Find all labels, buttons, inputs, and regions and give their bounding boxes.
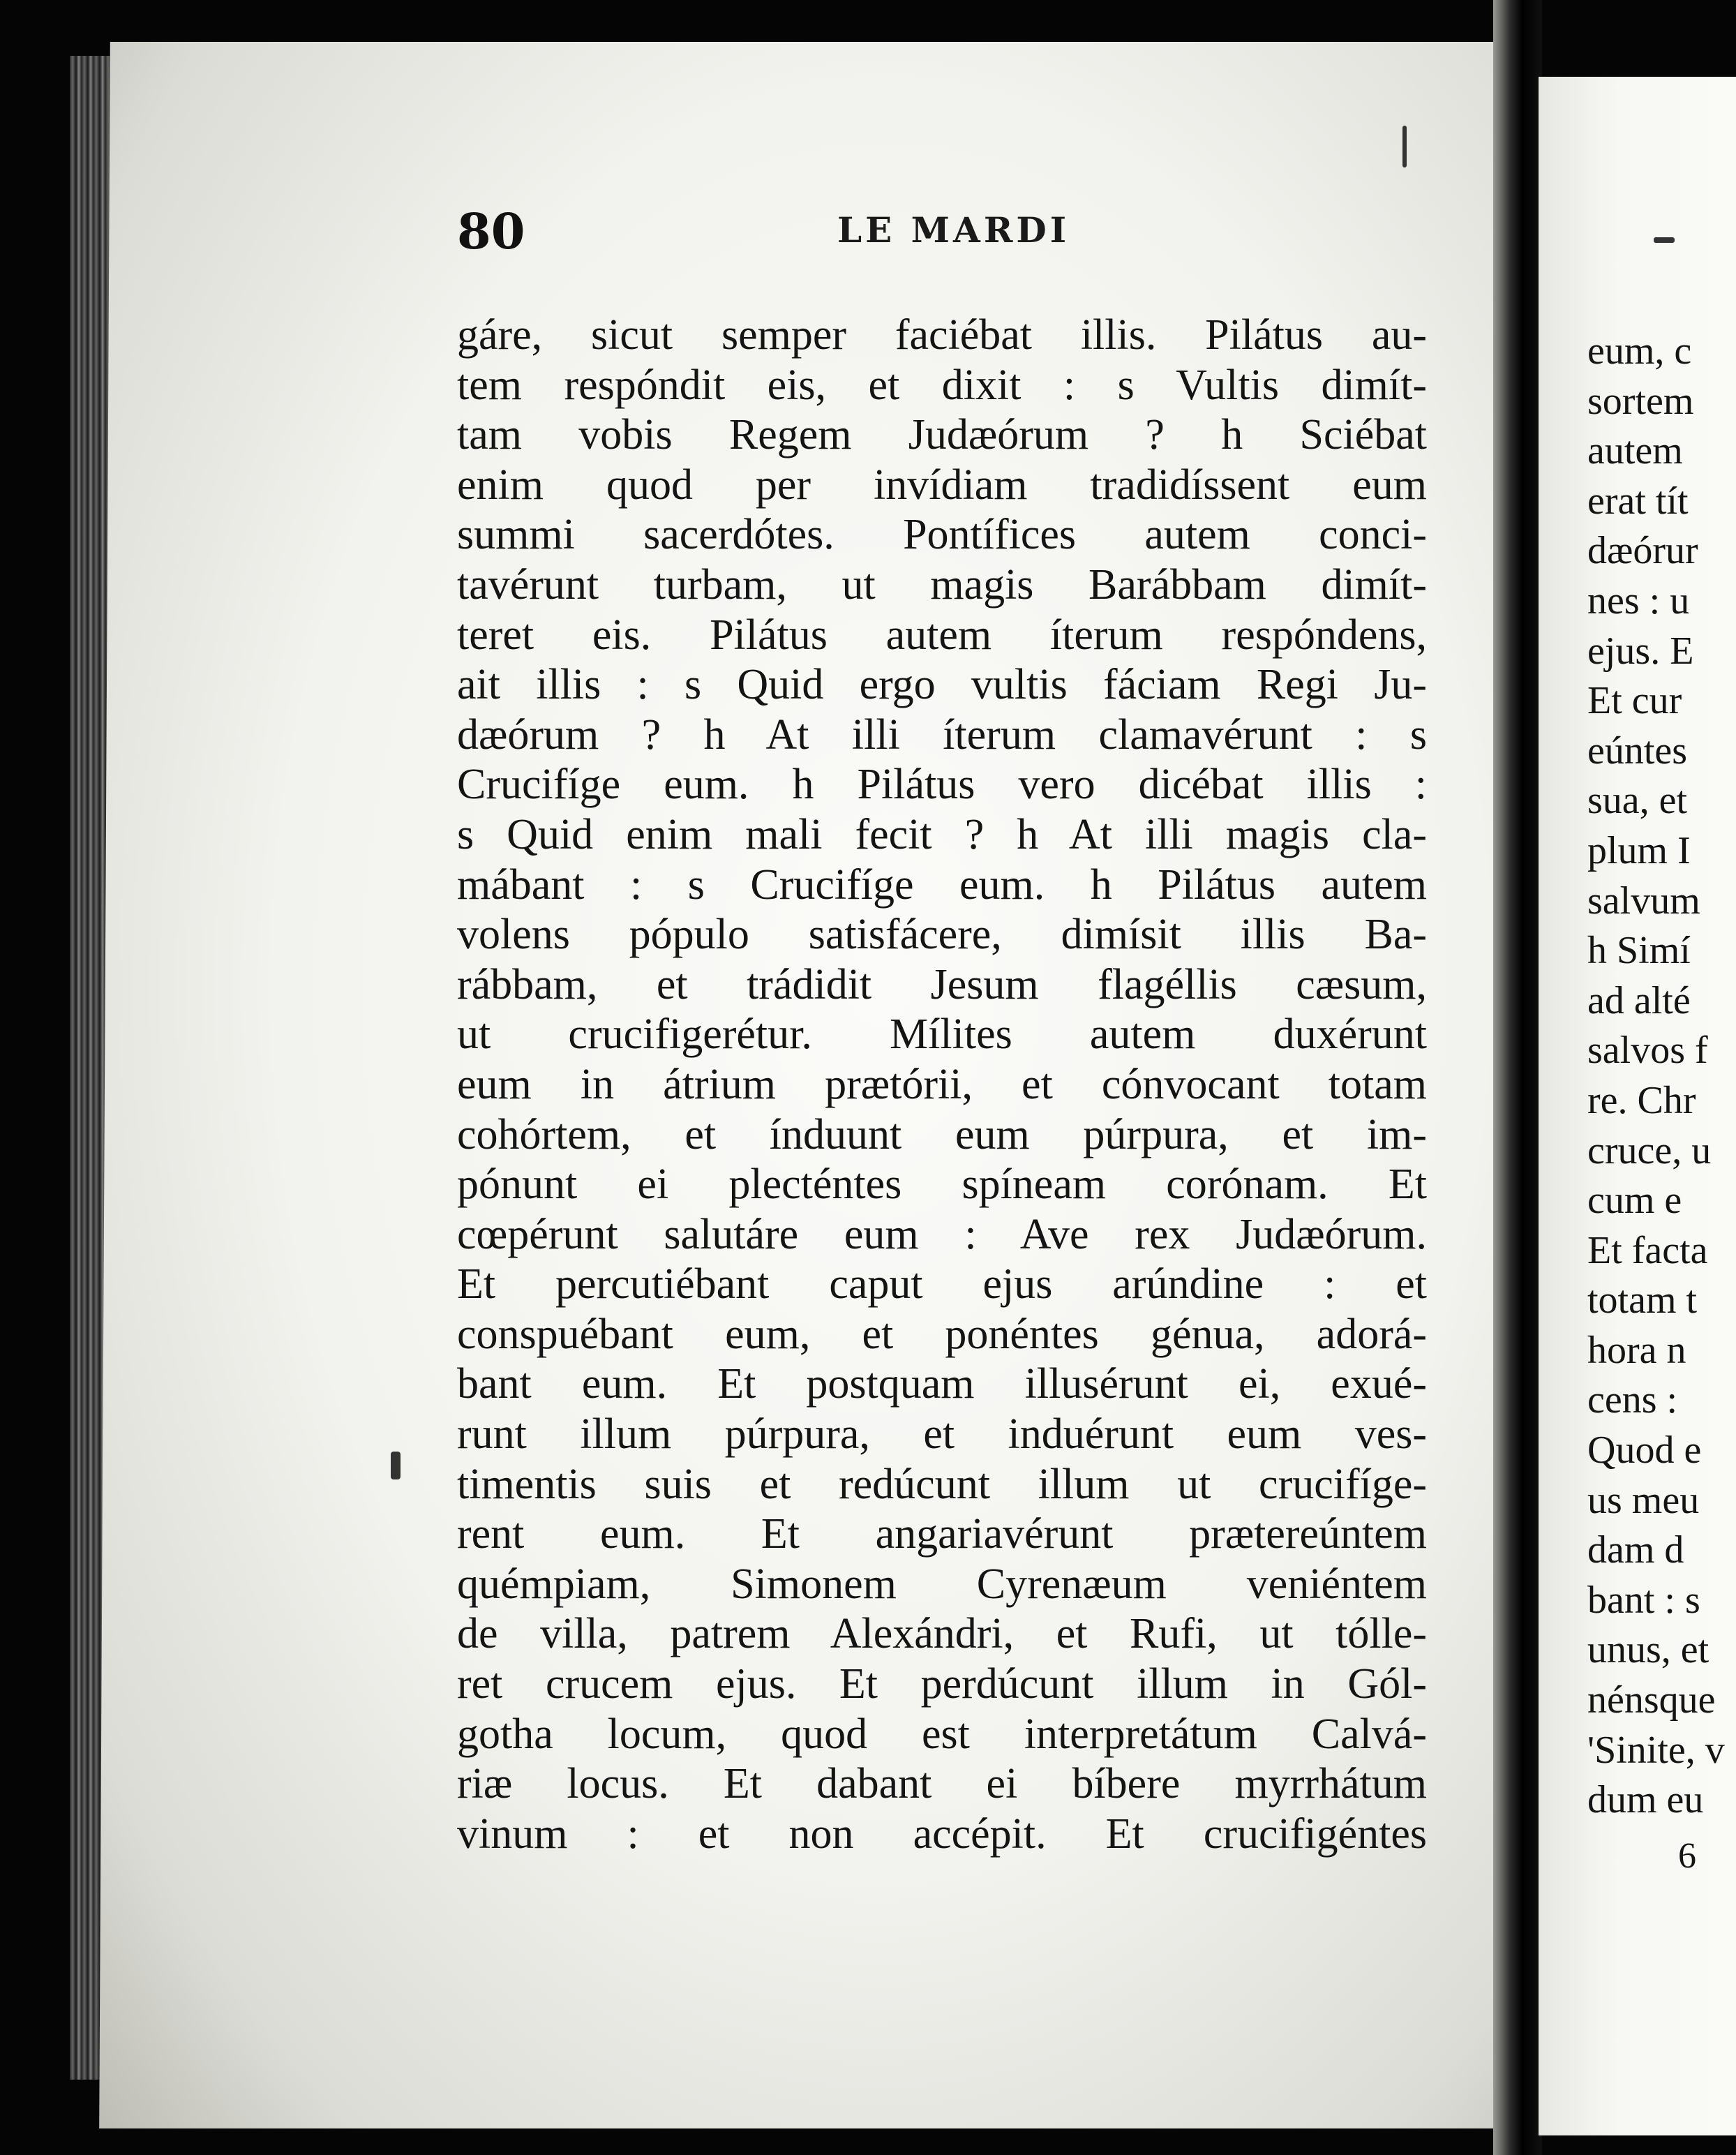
text-line: cœpérunt salutáre eum : Ave rex Judæórum. — [457, 1210, 1427, 1258]
text-line: eum in átrium prætórii, et cónvocant totam — [457, 1060, 1427, 1108]
text-line: pónunt ei plecténtes spíneam corónam. Et — [457, 1161, 1427, 1209]
text-line: ejus. E — [1587, 629, 1694, 673]
text-line: 'Sinite, v — [1587, 1728, 1725, 1772]
text-line: ut crucifigerétur. Mílites autem duxérunt — [457, 1011, 1427, 1059]
text-line: gotha locum, quod est interpretátum Calvá- — [457, 1710, 1427, 1758]
text-line: cum e — [1587, 1179, 1682, 1223]
text-line: tavérunt turbam, ut magis Barábbam dimít- — [457, 560, 1427, 609]
right-page-text — [1587, 327, 1736, 1826]
text-line: bant : s — [1587, 1578, 1700, 1622]
text-line: rent eum. Et angariavérunt prætereúntem — [457, 1510, 1427, 1558]
text-line: dum eu — [1587, 1778, 1704, 1822]
text-line: nes : u — [1587, 579, 1690, 622]
text-line: erat tít — [1587, 479, 1689, 523]
text-line: vinum : et non accépit. Et crucifigéntes — [457, 1810, 1427, 1858]
text-line: salvum — [1587, 879, 1700, 923]
text-line: mábant : s Crucifíge eum. h Pilátus autem — [457, 860, 1427, 909]
text-line: tam vobis Regem Judæórum ? h Sciébat — [457, 411, 1427, 459]
text-line: dam d — [1587, 1528, 1684, 1572]
text-line: ait illis : s Quid ergo vultis fáciam Regi Ju- — [457, 661, 1427, 709]
text-line: h Simí — [1587, 929, 1691, 973]
text-line: gáre, sicut semper faciébat illis. Pilátus au- — [457, 311, 1427, 359]
book-gutter — [1493, 0, 1542, 2155]
text-line: quémpiam, Simonem Cyrenæum veniéntem — [457, 1560, 1427, 1608]
text-line: riæ locus. Et dabant ei bíbere myrrhátum — [457, 1760, 1427, 1808]
text-line: salvos f — [1587, 1029, 1708, 1073]
text-line: sua, et — [1587, 779, 1688, 823]
text-line: tem respóndit eis, et dixit : s Vultis dimít- — [457, 361, 1427, 409]
text-line: Et cur — [1587, 679, 1682, 723]
text-line: Crucifíge eum. h Pilátus vero dicébat illis : — [457, 761, 1427, 809]
text-line: teret eis. Pilátus autem íterum respóndens, — [457, 611, 1427, 659]
text-line: hora n — [1587, 1328, 1686, 1372]
text-line: volens pópulo satisfácere, dimísit illis Ba- — [457, 911, 1427, 959]
page-number: 80 — [457, 202, 525, 260]
text-line: s Quid enim mali fecit ? h At illi magis cla- — [457, 810, 1427, 858]
text-line: eum, c — [1587, 329, 1692, 373]
text-line: cens : — [1587, 1378, 1678, 1422]
text-line: plum I — [1587, 828, 1691, 872]
text-line: unus, et — [1587, 1628, 1709, 1672]
signature-mark: 6 — [1678, 1836, 1696, 1876]
scan-speck — [1402, 126, 1407, 167]
text-line: cruce, u — [1587, 1128, 1712, 1172]
text-line: nénsque — [1587, 1678, 1716, 1722]
text-line: Quod e — [1587, 1429, 1702, 1472]
text-line: sortem — [1587, 379, 1694, 423]
text-line: timentis suis et redúcunt illum ut crucifíge- — [457, 1460, 1427, 1508]
left-page-text — [457, 311, 1427, 1859]
text-line: dæórur — [1587, 529, 1698, 573]
text-line: enim quod per invídiam tradidíssent eum — [457, 461, 1427, 509]
text-line: dæórum ? h At illi íterum clamavérunt : s — [457, 710, 1427, 759]
text-line: runt illum púrpura, et induérunt eum ves- — [457, 1410, 1427, 1459]
text-line: re. Chr — [1587, 1078, 1696, 1122]
text-line: ad alté — [1587, 978, 1691, 1022]
text-line: cohórtem, et índuunt eum púrpura, et im- — [457, 1110, 1427, 1158]
text-line: Et percutiébant caput ejus arúndine : et — [457, 1260, 1427, 1308]
text-line: summi sacerdótes. Pontífices autem conci- — [457, 511, 1427, 559]
text-line: eúntes — [1587, 729, 1688, 773]
text-line: bant eum. Et postquam illusérunt ei, exué- — [457, 1360, 1427, 1408]
text-line: us meu — [1587, 1478, 1700, 1522]
text-line: ret crucem ejus. Et perdúcunt illum in Gól- — [457, 1660, 1427, 1708]
text-line: de villa, patrem Alexándri, et Rufi, ut tólle- — [457, 1610, 1427, 1658]
text-line: Et facta — [1587, 1228, 1708, 1272]
text-line: rábbam, et trádidit Jesum flagéllis cæsum, — [457, 960, 1427, 1008]
text-line: autem — [1587, 429, 1683, 473]
text-line: totam t — [1587, 1278, 1698, 1322]
scan-speck — [1654, 237, 1675, 243]
text-line: conspuébant eum, et ponéntes génua, adorá- — [457, 1310, 1427, 1358]
scan-speck — [391, 1452, 401, 1479]
running-head: LE MARDI — [837, 209, 1070, 251]
